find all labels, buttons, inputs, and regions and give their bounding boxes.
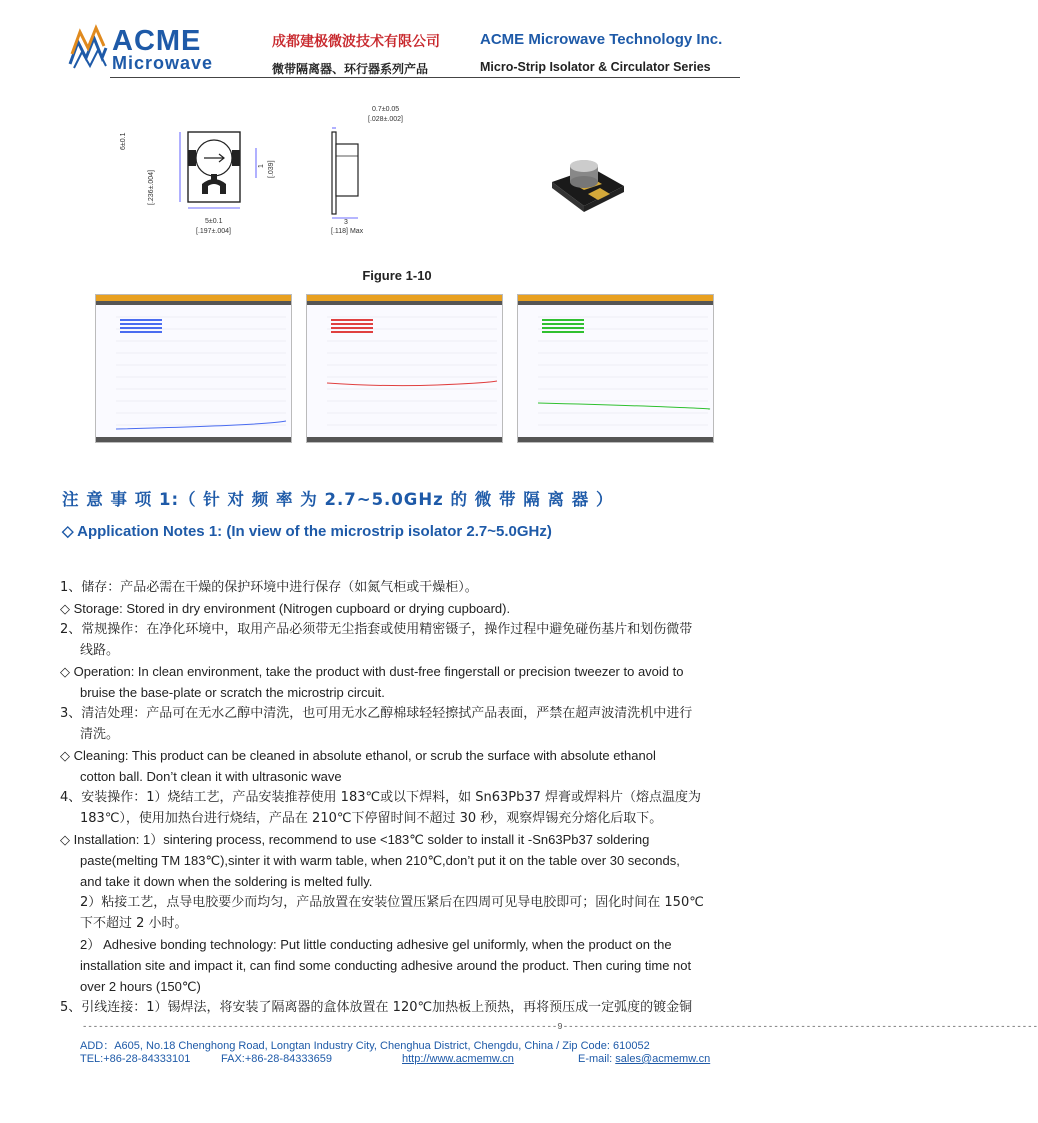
figure-caption: Figure 1-10 <box>362 268 432 283</box>
dim-side-top-in-label: [.028±.002] <box>368 116 403 123</box>
isolator-side-view-drawing <box>318 126 378 226</box>
note-adhesive-en-cont-2: over 2 hours (150℃) <box>80 979 201 994</box>
footer-tel: TEL:+86-28-84333101 <box>80 1053 191 1065</box>
note-operation-cn: 2、常规操作：在净化环境中，取用产品必须带无尘指套或使用精密镊子，操作过程中避免碰伤基片和划伤微带 <box>60 622 693 637</box>
trace-plot-2 <box>307 305 502 437</box>
note-storage-cn: 1、储存：产品必需在干燥的保护环境中进行保存（如氮气柜或干燥柜）。 <box>60 580 478 595</box>
note-cleaning-en: ◇ Cleaning: This product can be cleaned in absolute ethanol, or scrub the surface with absolute ethanol <box>60 748 656 763</box>
screen-statusbar <box>307 437 502 442</box>
dim-width-label: 5±0.1 <box>205 218 223 225</box>
header-divider <box>110 77 740 78</box>
note-installation-en: ◇ Installation: 1）sintering process, recommend to use <183℃ solder to install it -Sn63Pb37 soldering <box>60 832 650 847</box>
dim-side-bottom-in-label: [.118] Max <box>331 228 364 235</box>
trace-plot-3 <box>518 305 713 437</box>
footer-address: ADD：A605, No.18 Chenghong Road, Longtan Industry City, Chenghua District, Chengdu, China / Zip Code: 610052 <box>80 1040 650 1052</box>
logo-subtext: Microwave <box>112 53 214 73</box>
footer-fax: FAX:+86-28-84333659 <box>221 1053 333 1065</box>
logo-mark <box>68 24 108 68</box>
note-installation-en-cont-2: and take it down when the soldering is melted fully. <box>80 874 373 889</box>
dim-height-value: 6±0.1 <box>120 132 127 150</box>
note-installation-cn-cont: 183℃），使用加热台进行烧结，产品在 210℃下停留时间不超过 30 秒，观察焊锡充分熔化后取下。 <box>80 811 663 826</box>
note-operation-en: ◇ Operation: In clean environment, take the product with dust-free fingerstall or precision tweezer to avoid to <box>60 664 684 679</box>
screen-statusbar <box>96 437 291 442</box>
footer-website-link[interactable]: http://www.acmemw.cn <box>402 1053 514 1065</box>
logo-text: ACME <box>112 25 202 57</box>
note-adhesive-cn: 2）粘接工艺，点导电胶要少而均匀，产品放置在安装位置压紧后在四周可见导电胶即可；固化时间在 150℃ <box>80 895 704 910</box>
note-cleaning-cn: 3、清洁处理：产品可在无水乙醇中清洗，也可用无水乙醇棉球轻轻擦拭产品表面，严禁在超声波清洗机中进行 <box>60 706 693 721</box>
company-name-cn: 成都建极微波技术有限公司 <box>272 34 440 50</box>
dim-side-bottom-label: 3 <box>344 219 348 226</box>
note-cleaning-cn-cont: 清洗。 <box>80 727 120 742</box>
analyzer-screen-3 <box>517 294 714 443</box>
isolator-product-photo <box>548 152 628 216</box>
analyzer-screen-1 <box>95 294 292 443</box>
note-adhesive-cn-cont: 下不超过 2 小时。 <box>80 916 188 931</box>
note-adhesive-en: 2） Adhesive bonding technology: Put little conducting adhesive gel uniformly, when the product on the <box>80 937 672 952</box>
note-operation-en-cont: bruise the base-plate or scratch the microstrip circuit. <box>80 685 385 700</box>
note-storage-en: ◇ Storage: Stored in dry environment (Nitrogen cupboard or drying cupboard). <box>60 601 511 616</box>
notes-title-en: ◇ Application Notes 1: (In view of the microstrip isolator 2.7~5.0GHz) <box>62 523 552 540</box>
note-installation-cn: 4、安装操作：1）烧结工艺，产品安装推荐使用 183℃或以下焊料，如 Sn63Pb37 焊膏或焊料片（熔点温度为 <box>60 790 702 805</box>
page-number: 9 <box>557 1022 563 1032</box>
notes-title-cn: 注 意 事 项 1:（ 针 对 频 率 为 2.7~5.0GHz 的 微 带 隔 离 器 ） <box>62 490 614 509</box>
footer-email-link[interactable]: sales@acmemw.cn <box>615 1053 711 1065</box>
dim-one-in-label: [.039] <box>268 160 275 178</box>
footer-email <box>578 1053 710 1065</box>
note-lead-connection-cn: 5、引线连接：1）锡焊法，将安装了隔离器的盒体放置在 120℃加热板上预热，再将预压成一定弧度的镀金铜 <box>60 1000 693 1015</box>
series-en: Micro-Strip Isolator & Circulator Series <box>480 60 711 74</box>
dim-side-top-label: 0.7±0.05 <box>372 106 400 113</box>
dim-height-in-label: [.236±.004] <box>148 170 155 205</box>
trace-plot-1 <box>96 305 291 437</box>
footer-divider: ----------------------------------------------------------------------------------------9---------------------------------------------------------------------------------------- <box>82 1022 1038 1032</box>
note-adhesive-en-cont-1: installation site and impact it, can find some conducting adhesive around the product. Then curing time not <box>80 958 692 973</box>
note-installation-en-cont-1: paste(melting TM 183℃),sinter it with warm table, when 210℃,don’t put it on the table over 30 seconds, <box>80 853 680 868</box>
dim-one-label: 1 <box>258 164 265 168</box>
footer-email-label: E-mail: <box>578 1053 616 1065</box>
series-cn: 微带隔离器、环行器系列产品 <box>272 62 429 76</box>
dim-width-in-label: [.197±.004] <box>196 228 231 235</box>
note-operation-cn-cont: 线路。 <box>80 643 120 658</box>
note-cleaning-en-cont: cotton ball. Don’t clean it with ultrasonic wave <box>80 769 342 784</box>
company-name-en: ACME Microwave Technology Inc. <box>480 31 723 48</box>
dim-height-label <box>120 133 127 150</box>
screen-statusbar <box>518 437 713 442</box>
analyzer-screen-2 <box>306 294 503 443</box>
